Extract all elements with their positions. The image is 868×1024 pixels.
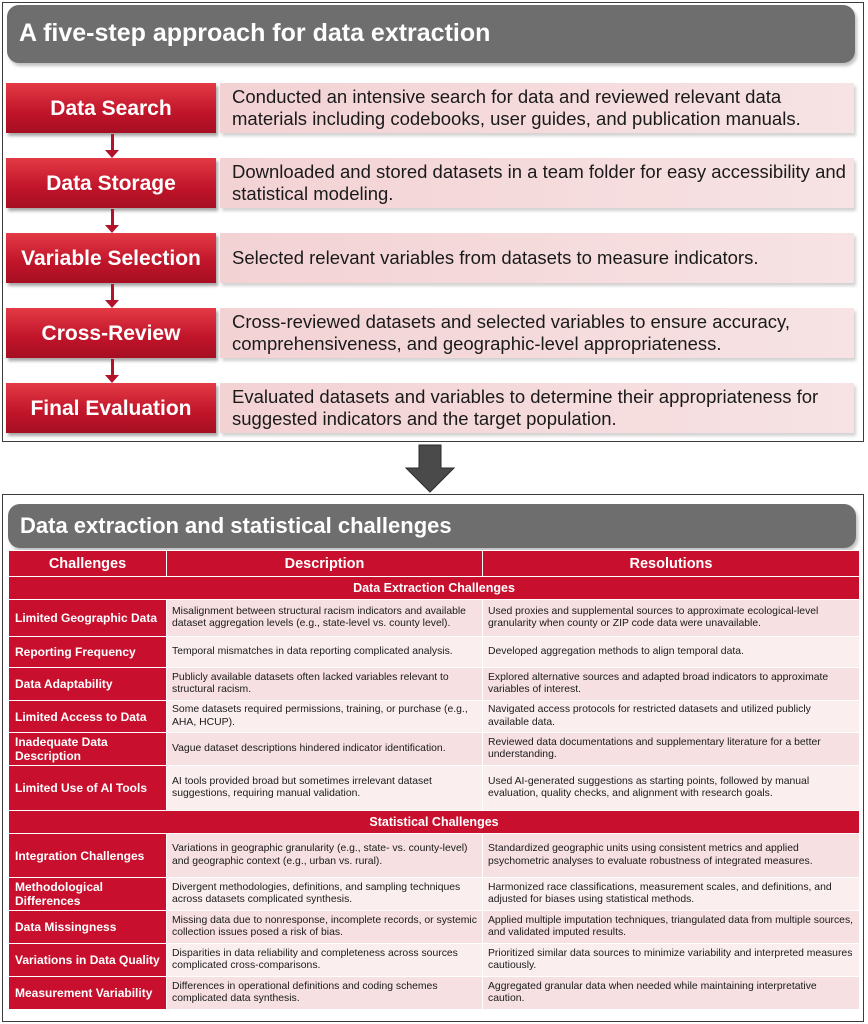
table-row	[9, 977, 860, 1010]
resolution-cell: Reviewed data documentations and supplementary literature for a better understanding.	[483, 733, 860, 766]
section-row-data-extraction	[9, 577, 860, 600]
column-header-resolutions: Resolutions	[483, 551, 860, 577]
table-row	[9, 701, 860, 733]
table-header-row	[9, 551, 860, 577]
challenge-cell: Limited Access to Data	[9, 701, 167, 733]
resolution-cell: Prioritized similar data sources to minimize variability and interpreted measures cautiously.	[483, 944, 860, 977]
resolution-cell: Standardized geographic units using consistent metrics and applied psychometric analyses to evaluate robustness of integrated measures.	[483, 834, 860, 878]
description-cell: Publicly available datasets often lacked variables relevant to structural racism.	[167, 668, 483, 701]
step-data-search: Data Search	[6, 83, 216, 133]
table-row	[9, 600, 860, 637]
description-cell: Variations in geographic granularity (e.g., state- vs. county-level) and geographic context (e.g., urban vs. rural).	[167, 834, 483, 878]
challenge-cell: Measurement Variability	[9, 977, 167, 1010]
section-title: Statistical Challenges	[9, 811, 860, 834]
step-variable-selection: Variable Selection	[6, 233, 216, 283]
resolution-cell: Explored alternative sources and adapted broad indicators to approximate variables of interest.	[483, 668, 860, 701]
table-row	[9, 733, 860, 766]
step-data-storage-description: Downloaded and stored datasets in a team folder for easy accessibility and statistical modeling.	[220, 158, 854, 208]
step-variable-selection-description: Selected relevant variables from datasets to measure indicators.	[220, 233, 854, 283]
resolution-cell: Navigated access protocols for restricted datasets and utilized publicly available data.	[483, 701, 860, 733]
step-connector	[111, 284, 114, 301]
resolution-cell: Aggregated granular data when needed while maintaining interpretative caution.	[483, 977, 860, 1010]
challenge-cell: Data Missingness	[9, 911, 167, 944]
step-connector-arrowhead	[105, 300, 119, 308]
table-row	[9, 878, 860, 911]
challenge-cell: Integration Challenges	[9, 834, 167, 878]
step-final-evaluation-description: Evaluated datasets and variables to determine their appropriateness for suggested indicators and the target population.	[220, 383, 854, 433]
description-cell: Missing data due to nonresponse, incomplete records, or systemic collection issues posed a risk of bias.	[167, 911, 483, 944]
step-cross-review-description: Cross-reviewed datasets and selected variables to ensure accuracy, comprehensiveness, and geographic-level appropriateness.	[220, 308, 854, 358]
step-data-search-description: Conducted an intensive search for data and reviewed relevant data materials including codebooks, user guides, and publication manuals.	[220, 83, 854, 133]
challenge-cell: Variations in Data Quality	[9, 944, 167, 977]
description-cell: Disparities in data reliability and completeness across sources complicated cross-comparisons.	[167, 944, 483, 977]
challenge-cell: Inadequate Data Description	[9, 733, 167, 766]
step-cross-review: Cross-Review	[6, 308, 216, 358]
step-data-storage: Data Storage	[6, 158, 216, 208]
challenge-cell: Limited Use of AI Tools	[9, 766, 167, 811]
description-cell: Vague dataset descriptions hindered indicator identification.	[167, 733, 483, 766]
section-title: Data Extraction Challenges	[9, 577, 860, 600]
resolution-cell: Developed aggregation methods to align temporal data.	[483, 637, 860, 668]
table-row	[9, 911, 860, 944]
description-cell: Differences in operational definitions and coding schemes complicated data synthesis.	[167, 977, 483, 1010]
challenges-title: Data extraction and statistical challenges	[20, 513, 452, 538]
challenge-cell: Data Adaptability	[9, 668, 167, 701]
column-header-description: Description	[167, 551, 483, 577]
step-connector-arrowhead	[105, 375, 119, 383]
resolution-cell: Used AI-generated suggestions as starting points, followed by manual evaluation, quality checks, and alignment with research goals.	[483, 766, 860, 811]
resolution-cell: Used proxies and supplemental sources to approximate ecological-level granularity when county or ZIP code data were unavailable.	[483, 600, 860, 637]
down-arrow-icon	[404, 444, 456, 494]
resolution-cell: Harmonized race classifications, measurement scales, and definitions, and adjusted for biases using statistical methods.	[483, 878, 860, 911]
five-step-header	[7, 5, 855, 63]
table-row	[9, 668, 860, 701]
step-final-evaluation: Final Evaluation	[6, 383, 216, 433]
section-row-statistical	[9, 811, 860, 834]
description-cell: AI tools provided broad but sometimes irrelevant dataset suggestions, requiring manual validation.	[167, 766, 483, 811]
challenges-header	[8, 504, 856, 548]
step-connector	[111, 134, 114, 151]
description-cell: Misalignment between structural racism indicators and available dataset aggregation levels (e.g., state-level vs. county level).	[167, 600, 483, 637]
five-step-panel	[2, 2, 864, 442]
table-row	[9, 834, 860, 878]
challenges-table	[8, 550, 860, 1010]
step-connector-arrowhead	[105, 150, 119, 158]
step-connector-arrowhead	[105, 225, 119, 233]
description-cell: Some datasets required permissions, training, or purchase (e.g., AHA, HCUP).	[167, 701, 483, 733]
challenge-cell: Methodological Differences	[9, 878, 167, 911]
column-header-challenges: Challenges	[9, 551, 167, 577]
challenge-cell: Reporting Frequency	[9, 637, 167, 668]
table-row	[9, 766, 860, 811]
five-step-title: A five-step approach for data extraction	[19, 19, 491, 47]
description-cell: Temporal mismatches in data reporting complicated analysis.	[167, 637, 483, 668]
challenge-cell: Limited Geographic Data	[9, 600, 167, 637]
step-connector	[111, 359, 114, 376]
table-row	[9, 944, 860, 977]
table-row	[9, 637, 860, 668]
description-cell: Divergent methodologies, definitions, and sampling techniques across datasets complicated synthesis.	[167, 878, 483, 911]
resolution-cell: Applied multiple imputation techniques, triangulated data from multiple sources, and validated imputed results.	[483, 911, 860, 944]
step-connector	[111, 209, 114, 226]
